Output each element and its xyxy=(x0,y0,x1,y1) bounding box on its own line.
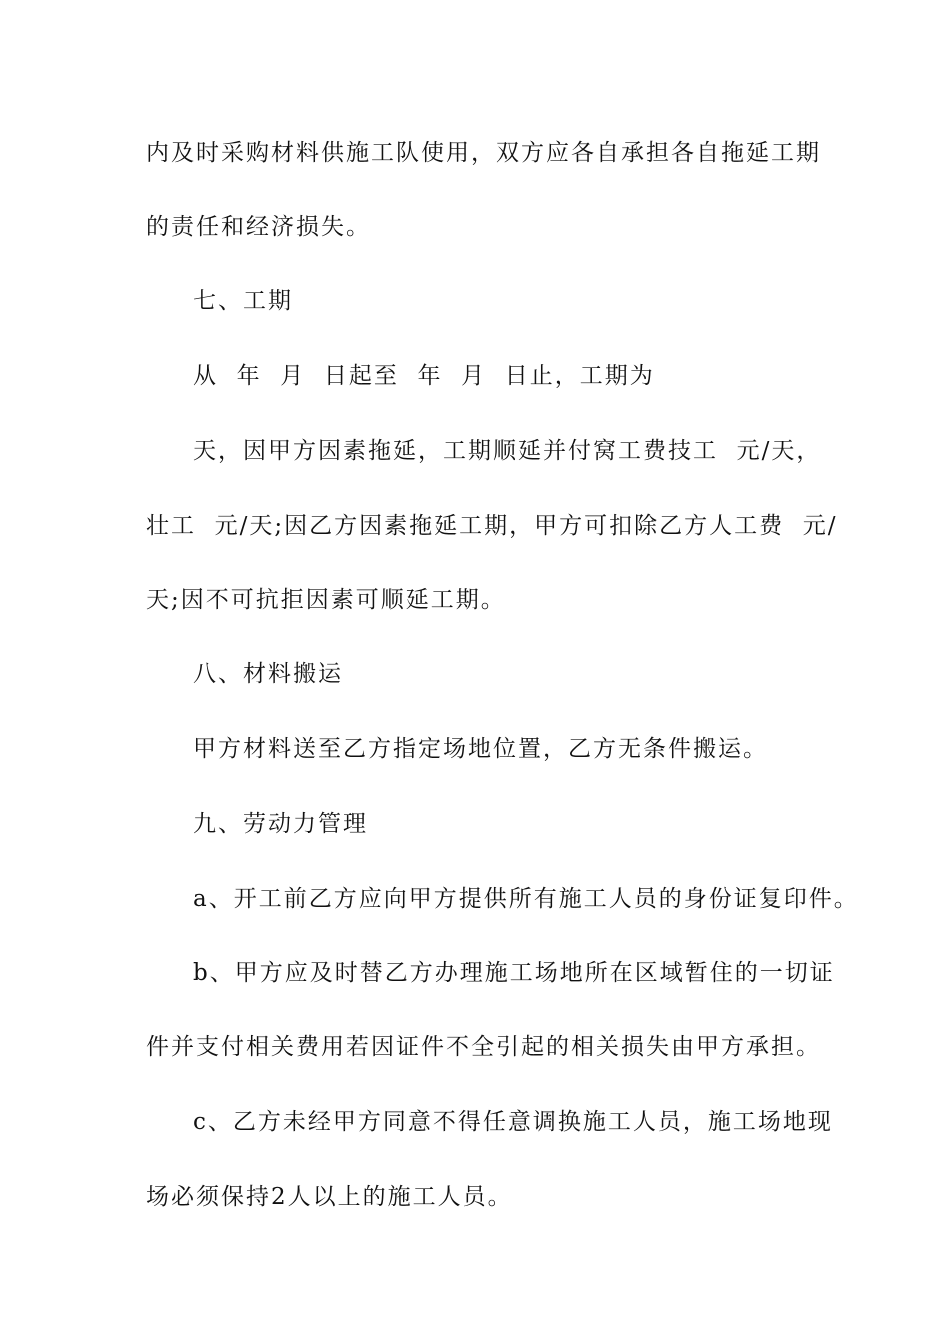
text-line: 件并支付相关费用若因证件不全引起的相关损失由甲方承担。 xyxy=(146,1034,821,1060)
text-line: 壮工 元/天;因乙方因素拖延工期，甲方可扣除乙方人工费 元/ xyxy=(146,513,838,539)
section-heading-7: 七、工期 xyxy=(193,288,293,314)
text-line: b、甲方应及时替乙方办理施工场地所在区域暂住的一切证 xyxy=(193,960,835,986)
text-line: 天;因不可抗拒因素可顺延工期。 xyxy=(146,587,506,613)
text-line: c、乙方未经甲方同意不得任意调换施工人员，施工场地现 xyxy=(193,1109,833,1135)
text-line: 从 年 月 日起至 年 月 日止，工期为 xyxy=(193,363,655,389)
text-line: 甲方材料送至乙方指定场地位置，乙方无条件搬运。 xyxy=(193,736,768,762)
text-line: 的责任和经济损失。 xyxy=(146,214,371,240)
text-line: a、开工前乙方应向甲方提供所有施工人员的身份证复印件。 xyxy=(193,886,859,912)
text-line: 场必须保持2人以上的施工人员。 xyxy=(146,1184,513,1210)
section-heading-9: 九、劳动力管理 xyxy=(193,811,368,837)
text-line: 天，因甲方因素拖延，工期顺延并付窝工费技工 元/天， xyxy=(193,438,822,464)
text-line: 内及时采购材料供施工队使用，双方应各自承担各自拖延工期 xyxy=(146,140,821,166)
section-heading-8: 八、材料搬运 xyxy=(193,661,343,687)
